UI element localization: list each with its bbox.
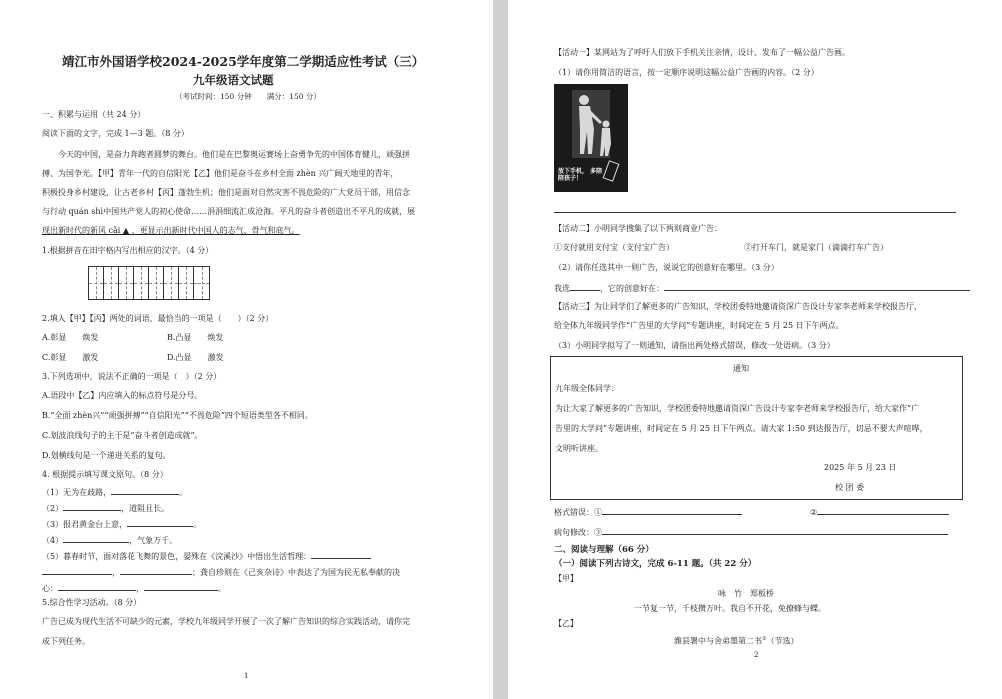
sentence-fix-answer[interactable]: 病句修改：③ [554,526,948,538]
q4-item-1: （1）无为在歧路， 。 [42,488,188,497]
exam-info: （考试时间：150 分钟 满分：150 分） [175,92,321,101]
passage-line: 今天的中国，是奋力奔跑者圆梦的舞台。他们是在巴黎奥运赛场上奋勇争先的中国体育健儿，顽强拼 [58,150,410,159]
tianzige-grid[interactable] [88,266,210,300]
answer-line[interactable] [554,212,956,213]
notice-date: 2025 年 5 月 23 日 [824,463,897,472]
format-error-answer[interactable]: 格式错误：① [554,506,742,518]
notice-greeting: 九年级全体同学： [555,384,619,393]
section-1-heading: 一、积累与运用（共 24 分） [42,110,146,119]
exam-title: 靖江市外国语学校2024-2025学年度第二学期适应性考试（三） [62,54,425,69]
format-error-answer-2[interactable]: ② [810,506,949,518]
q2-option-d: D.凸显 激发 [167,353,224,362]
ad-2: ②打开车门，就是家门（滴滴打车广告） [744,243,888,252]
q3-option-d: D.划横线句是一个递进关系的复句。 [42,451,171,460]
q3-option-b: B.“全面 zhèn兴”“顽强拼搏”“自信阳光”“不畏危险”四个短语类型各不相同。 [42,411,313,420]
q5-text: 广告已成为现代生活不可缺少的元素，学校九年级同学开展了一次了解广告知识的综合实践活动，请你完 [42,617,410,626]
section-2-heading: 二、阅读与理解（66 分） [554,545,654,555]
notice-body: 文明听讲座。 [555,444,603,453]
question-2: 2.填入【甲】【丙】两处的词语，最恰当的一项是（ ）（2 分） [42,314,274,323]
passage-line: 与行动 quán shì中国共产党人的初心使命……涓涓细流汇成沧海。平凡的奋斗者创造出不平凡的成就，展 [42,207,416,216]
q4-item-4: （4） ，气象万千。 [42,536,178,545]
activity-1: 【活动一】某网站为了呼吁人们放下手机关注亲情，设计、发布了一幅公益广告画。 [554,48,850,57]
yi-title: 潍县署中与舍弟墨第二书①（节选） [674,636,799,646]
poem-title: 咏 竹 郑板桥 [718,589,774,598]
q4-item-5-cont: ， ；龚自珍则在《己亥杂诗》中表达了为国为民无私奉献的决 [42,566,400,578]
public-service-ad-image [554,84,628,192]
passage-line: 搏、为国争光。【甲】青年一代的自信阳光【乙】他们是奋斗在乡村全面 zhèn 兴广阔天地里的青年， [42,169,399,178]
notice-body: 告里的大学问”专题讲座，时间定在 5 月 25 日下午两点。请大家 1:50 到达报告厅，切忌不要大声喧哗， [555,424,928,433]
poster-caption: 放下手机， 多陪陪孩子！ [558,168,603,182]
exam-page-1 [0,0,493,699]
question-4: 4. 根据提示填写课文原句。（8 分） [42,470,168,479]
poem-line: 一节复一节，千枝攒万叶。我自不开花，免撩蜂与蝶。 [634,604,826,613]
passage-line: 现出新时代的新风 cǎi ▲ ，更显示出新时代中国人的志气、骨气和底气。 [42,226,300,235]
q5-text: 成下列任务。 [42,637,90,646]
passage-line: 积极投身乡村建设，让古老乡村【丙】蓬勃生机；他们是面对自然灾害不畏危险的广大党员干部，用信念 [42,188,410,197]
q3-option-a: A.语段中【乙】内应填入的标点符号是分号。 [42,391,203,400]
q2-option-a: A.彰显 焕发 [42,333,99,342]
page-number: 2 [754,651,759,659]
section-2-subheading: （一）阅读下列古诗文，完成 6-11 题。（共 22 分） [554,559,757,569]
activity-2: 【活动二】小明同学搜集了以下两则商业广告： [554,224,722,233]
read-instruction: 阅读下面的文字，完成 1—3 题。（8 分） [42,129,189,138]
q4-item-2: （2） ，道阻且长。 [42,504,170,513]
q4-item-3: （3）报君黄金台上意， 。 [42,520,202,529]
q4-item-5: （5）暮春时节，面对落花飞舞的景色，晏殊在《浣溪沙》中悟出生活哲理： [42,550,371,562]
activity-3-question: （3）小明同学拟写了一则通知，请指出两处格式错误，修改一处语病。（3 分） [554,341,835,350]
notice-box [550,356,963,500]
choice-answer[interactable]: 我选 ，它的创意好在： [554,282,970,294]
notice-title: 通知 [733,364,749,373]
question-5: 5.综合性学习活动。（8 分） [42,598,142,607]
q3-option-c: C.划波浪线句子的主干是“奋斗者创造成就”。 [42,431,203,440]
question-1: 1.根据拼音在田字格内写出相应的汉字。（4 分） [42,246,214,255]
activity-3: 给全体九年级同学作“广告里的大学问”专题讲座，时间定在 5 月 25 日下午两点。 [554,321,844,330]
activity-1-question: （1）请你用简洁的语言，按一定顺序说明这幅公益广告画的内容。（2 分） [554,68,819,77]
question-3: 3.下列选项中，说法不正确的一项是（ ）（2 分） [42,372,222,381]
exam-page-2 [508,0,1002,699]
page-gutter [493,0,508,699]
notice-signer: 校 团 委 [835,483,865,492]
q2-option-b: B.凸显 焕发 [167,333,224,342]
page-number: 1 [244,672,249,680]
label-jia: 【甲】 [554,574,578,583]
q2-option-c: C.彰显 激发 [42,353,99,362]
notice-body: 为让大家了解更多的广告知识，学校团委特地邀请资深广告设计专家李老师来学校报告厅，给大家作“广 [555,404,920,413]
activity-2-question: （2）请你任选其中一则广告，说说它的创意好在哪里。（3 分） [554,263,779,272]
q4-item-5-end: 心： ， 。 [42,584,226,593]
label-yi: 【乙】 [554,619,578,628]
exam-subtitle: 九年级语文试题 [193,73,274,87]
ad-1: ①支付就用支付宝（支付宝广告） [554,243,674,252]
activity-3: 【活动三】为让同学们了解更多的广告知识，学校团委特地邀请资深广告设计专家李老师来学校报告厅， [554,302,922,311]
